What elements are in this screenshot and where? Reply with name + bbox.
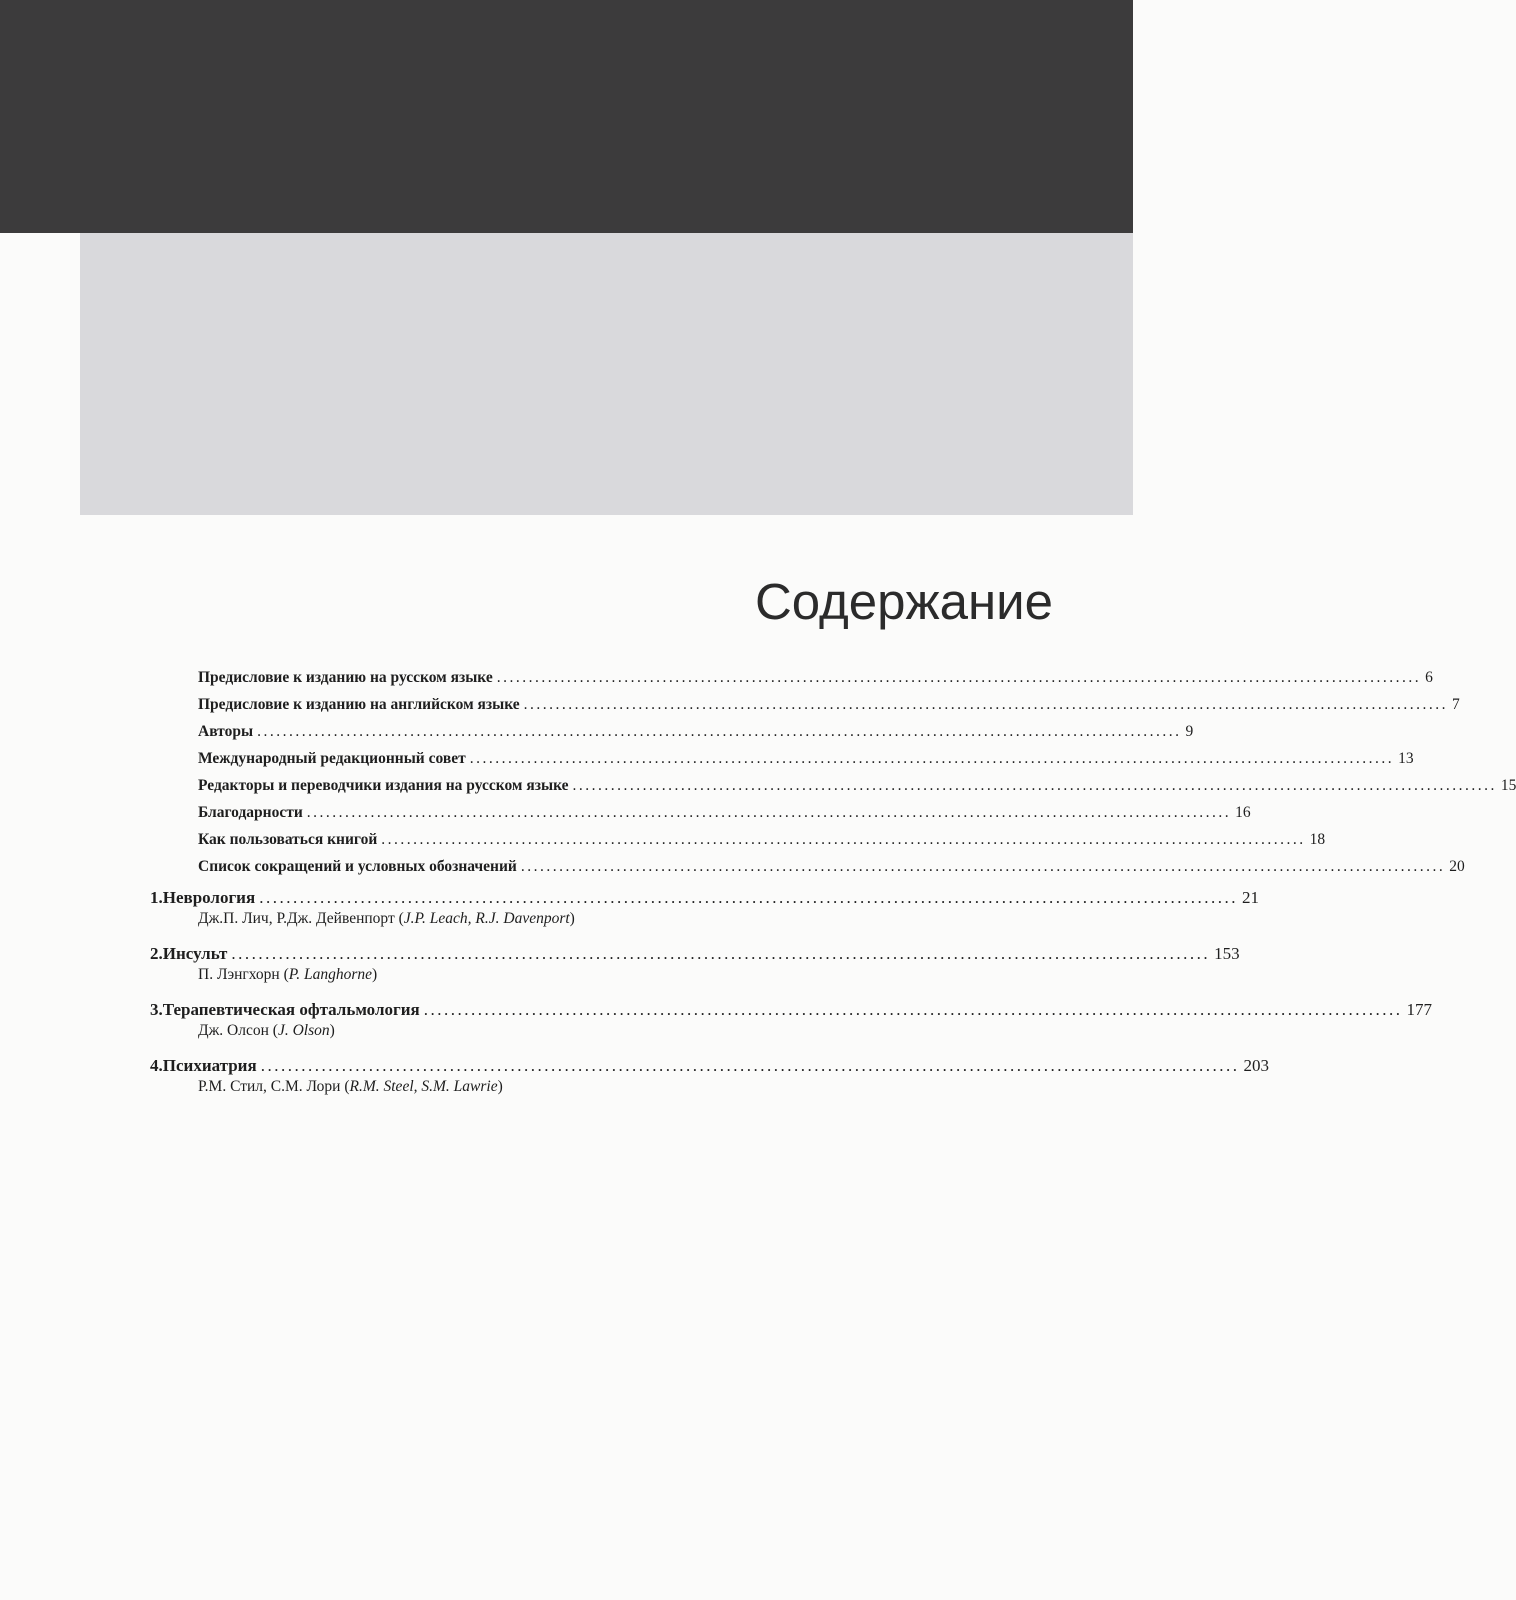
toc-entry-label: Предисловие к изданию на русском языке	[198, 669, 493, 686]
toc-entry[interactable]	[198, 669, 1433, 687]
chapter-number: 2.	[150, 944, 163, 963]
toc-entry-label: Редакторы и переводчики издания на русском языке	[198, 777, 569, 794]
chapter-title: Терапевтическая офтальмология	[162, 1000, 420, 1019]
dot-leader: .................................................................................................................................................	[523, 696, 1449, 713]
authors-latin: P. Langhorne	[288, 966, 373, 983]
dot-leader: .................................................................................................................................................	[231, 944, 1211, 963]
authors-cyrillic: Р.М. Стил, С.М. Лори	[198, 1078, 341, 1095]
chapter-entry[interactable]	[150, 1000, 1432, 1040]
dot-leader: .................................................................................................................................................	[306, 804, 1232, 821]
header-dark-band	[0, 0, 1133, 233]
toc-entry[interactable]	[198, 777, 1516, 795]
chapter-title: Психиатрия	[162, 1056, 257, 1075]
dot-leader: .................................................................................................................................................	[496, 669, 1422, 686]
authors-latin: J.P. Leach, R.J. Davenport	[403, 910, 570, 927]
toc-entry[interactable]	[198, 858, 1465, 876]
dot-leader: .................................................................................................................................................	[423, 1000, 1403, 1019]
toc-page-number: 20	[1449, 858, 1465, 875]
dot-leader: .................................................................................................................................................	[257, 723, 1182, 740]
chapter-entry[interactable]	[150, 888, 1259, 928]
toc-entry-label: Список сокращений и условных обозначений	[198, 858, 517, 875]
authors-latin: R.M. Steel, S.M. Lawrie	[349, 1078, 498, 1095]
chapter-number: 1.	[150, 888, 163, 907]
toc-entry-label: Авторы	[198, 723, 254, 740]
dot-leader: .................................................................................................................................................	[520, 858, 1446, 875]
toc-entry[interactable]	[198, 696, 1460, 714]
dot-leader: .................................................................................................................................................	[260, 1056, 1240, 1075]
toc-page-number: 16	[1235, 804, 1251, 821]
authors-cyrillic: Дж.П. Лич, Р.Дж. Дейвенпорт	[198, 910, 395, 927]
dot-leader: .................................................................................................................................................	[572, 777, 1497, 794]
chapter-page-number: 21	[1241, 888, 1259, 907]
authors-latin: J. Olson	[277, 1022, 330, 1039]
chapter-entry[interactable]	[150, 944, 1240, 984]
toc-entry-label: Предисловие к изданию на английском языке	[198, 696, 520, 713]
toc-entry-label: Международный редакционный совет	[198, 750, 466, 767]
chapter-number: 3.	[150, 1000, 163, 1019]
toc-page-number: 9	[1185, 723, 1194, 740]
page-title: Содержание	[754, 573, 1053, 630]
header-light-band	[80, 233, 1133, 515]
toc-page-number: 6	[1425, 669, 1433, 686]
toc-entry-label: Как пользоваться книгой	[198, 831, 378, 848]
toc-entry[interactable]	[198, 804, 1251, 822]
chapter-authors: П. Лэнгхорн (P. Langhorne)	[198, 966, 378, 983]
dot-leader: .................................................................................................................................................	[259, 888, 1238, 907]
toc-page-number: 13	[1398, 750, 1414, 767]
chapter-authors: Дж. Олсон (J. Olson)	[198, 1022, 335, 1039]
chapter-authors: Р.М. Стил, С.М. Лори (R.M. Steel, S.M. Lawrie)	[198, 1078, 503, 1095]
chapter-entry[interactable]	[150, 1056, 1269, 1096]
authors-cyrillic: Дж. Олсон	[198, 1022, 269, 1039]
toc-page-number: 18	[1309, 831, 1326, 848]
chapter-page-number: 153	[1214, 944, 1240, 963]
authors-cyrillic: П. Лэнгхорн	[198, 966, 280, 983]
chapter-title: Неврология	[162, 888, 256, 907]
chapter-page-number: 177	[1406, 1000, 1432, 1019]
toc-page-number: 7	[1452, 696, 1460, 713]
toc-entry[interactable]	[198, 831, 1326, 849]
dot-leader: .................................................................................................................................................	[381, 831, 1306, 848]
chapter-number: 4.	[150, 1056, 163, 1075]
chapter-page-number: 203	[1243, 1056, 1269, 1075]
chapter-authors: Дж.П. Лич, Р.Дж. Дейвенпорт (J.P. Leach, R.J. Davenport)	[198, 910, 575, 927]
toc-entry-label: Благодарности	[198, 804, 303, 821]
chapter-title: Инсульт	[162, 944, 228, 963]
toc-page-number: 15	[1500, 777, 1516, 794]
toc-entry[interactable]	[198, 750, 1414, 768]
dot-leader: .................................................................................................................................................	[469, 750, 1395, 767]
toc-entry[interactable]	[198, 723, 1194, 741]
